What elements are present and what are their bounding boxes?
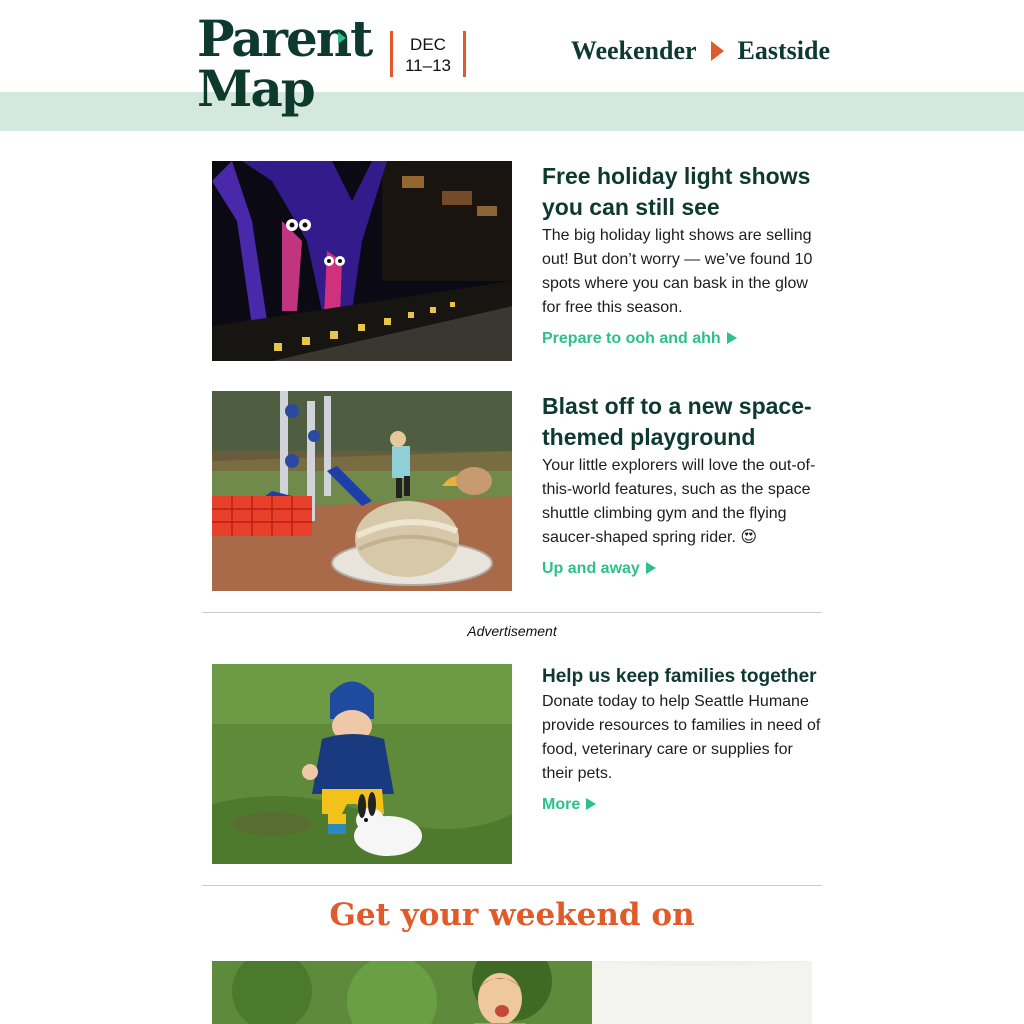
weekend-photo[interactable] xyxy=(212,961,812,1024)
article-body: The big holiday light shows are selling out! But don’t worry — we’ve found 10 spots where you can bask in the glow for free this season. xyxy=(542,227,813,316)
edition-arrow-icon xyxy=(711,41,724,61)
article-title[interactable]: Blast off to a new space-themed playground xyxy=(542,393,812,450)
play-arrow-icon xyxy=(727,332,737,344)
date-badge xyxy=(390,31,466,77)
child-with-rabbit-photo[interactable] xyxy=(212,664,512,864)
play-arrow-icon xyxy=(586,798,596,810)
date-range: 11–13 xyxy=(404,56,451,75)
holiday-lights-photo[interactable] xyxy=(212,161,512,361)
cta-label: Up and away xyxy=(542,560,640,577)
logo-triangle-icon xyxy=(338,32,346,44)
playground-photo[interactable] xyxy=(212,391,512,591)
edition-weekender: Weekender xyxy=(570,36,697,65)
logo-word-parent: Parent xyxy=(197,9,372,68)
date-month: DEC xyxy=(410,35,446,54)
play-arrow-icon xyxy=(646,562,656,574)
divider xyxy=(202,612,822,613)
article-body: Your little explorers will love the out-of-this-world features, such as the space shuttle climbing gym and the flying saucer-shaped spring rider. 😍 xyxy=(542,457,816,546)
parentmap-logo[interactable] xyxy=(197,9,372,118)
section-title: Get your weekend on xyxy=(329,897,695,933)
article-text xyxy=(542,391,822,578)
article-title[interactable]: Free holiday light shows you can still see xyxy=(542,163,811,220)
cta-link[interactable] xyxy=(542,330,737,348)
cta-link[interactable] xyxy=(542,560,656,578)
edition-eastside: Eastside xyxy=(737,36,830,65)
article-text xyxy=(542,161,822,348)
ad-title[interactable]: Help us keep families together xyxy=(542,666,817,687)
logo-word-map: Map xyxy=(197,59,314,118)
advertisement-label: Advertisement xyxy=(467,623,557,639)
edition-label xyxy=(571,36,830,66)
ad-text xyxy=(542,664,822,814)
email-header xyxy=(0,0,1024,131)
cta-label: More xyxy=(542,796,581,813)
ad-cta-link[interactable] xyxy=(542,796,596,814)
divider xyxy=(202,885,822,886)
ad-body: Donate today to help Seattle Humane provide resources to families in need of food, veterinary care or supplies for their pets. xyxy=(542,693,821,782)
cta-label: Prepare to ooh and ahh xyxy=(542,330,721,347)
